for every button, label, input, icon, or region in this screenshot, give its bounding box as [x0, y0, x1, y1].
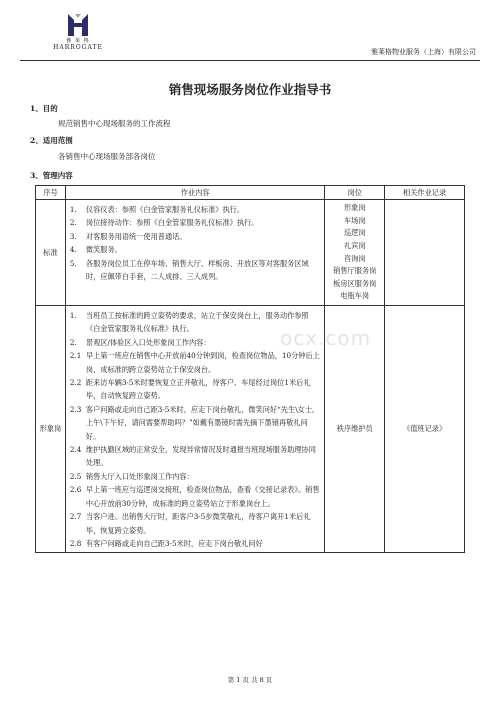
list-item: 2.3 客户问路或走向自己距3-5米时，应走下岗台敬礼，微笑问好“先生\女士,上午\下午好，请问需要帮助吗？”如戴有墨镜时需先摘下墨镜再敬礼问好。 — [69, 404, 315, 441]
header-content: 作业内容 — [65, 186, 324, 200]
section-scope-text: 各销售中心现场服务部各岗位 — [58, 152, 156, 161]
list-item: 2.7 当客户进、出销售大厅时，距客户3-5步微笑敬礼，待客户离开1米后礼毕，恢复跨立姿势。 — [69, 512, 311, 535]
list-item: 2.4 维护执勤区域的正常安全，发现异常情况及时通报当班现场服务助理协同处理。 — [69, 445, 316, 468]
post-item: 咨询岗 — [343, 253, 366, 263]
post-item: 形象岗 — [343, 203, 366, 213]
post-item: 车场岗 — [343, 215, 366, 225]
category-standard: 标准 — [36, 200, 66, 306]
logo-mark-icon — [65, 12, 91, 38]
list-item: 2. 岗位接待动作：参照《白金管家服务礼仪标准》执行。 — [69, 218, 259, 228]
image-post-record: 《值班记录》 — [385, 306, 465, 553]
image-post-staff: 秩序维护员 — [325, 306, 385, 553]
standard-posts — [325, 200, 385, 306]
logo-chinese-name: 雅 莱 格 — [66, 38, 90, 44]
post-item: 销售厅服务岗 — [333, 266, 377, 276]
list-item: 1. 当班员工按标准的跨立姿势的要求，站立于保安岗台上，服务动作参照《白金管家服务礼仪标准》执行。 — [69, 311, 309, 334]
header-record: 相关作业记录 — [385, 186, 465, 200]
logo-english-name: HARROGATE — [53, 44, 103, 51]
list-item: 2.8 有客户问路或走向自己距3-5米时，应走下岗台敬礼问好 — [69, 538, 263, 548]
list-item: 4. 微笑服务。 — [69, 245, 122, 255]
watermark: ocx.com — [280, 326, 372, 350]
list-item: 2.1 早上第一班应在销售中心开放前40分钟到岗，检查岗位物品，10分钟后上岗，成标准的跨立姿势站立于保安岗台。 — [69, 351, 320, 374]
header-seq: 序号 — [36, 186, 66, 200]
list-item: 2.2 距来访车辆3-5米时要恢复立正并敬礼，待客户、车尾经过岗位1米后礼毕，自动恢复跨立姿势。 — [69, 378, 311, 401]
category-image-post: 形象岗 — [36, 306, 66, 553]
section-management-heading: 3、管理内容 — [30, 171, 73, 180]
table-row-image-post — [36, 306, 465, 553]
page-header — [20, 12, 480, 61]
list-item: 2. 景观区/体验区入口处形象岗工作内容： — [69, 337, 211, 347]
section-scope-heading: 2、适用范围 — [30, 136, 73, 145]
company-name: 雅莱格物业服务（上海）有限公司 — [371, 48, 476, 56]
post-item: 电瓶车岗 — [340, 291, 370, 301]
work-instruction-table — [35, 185, 465, 553]
standard-content — [65, 200, 324, 306]
table-row-standard — [36, 200, 465, 306]
post-item: 板房区服务岗 — [333, 278, 377, 288]
list-item: 2.6 早上第一班应与巡逻岗交接班，检查岗位物品，查看《交接记录表》。销售中心开放前30分钟，成标准的跨立姿势站立于形象岗台上。 — [69, 485, 320, 508]
list-item: 1. 仪容仪表：参照《白金管家服务礼仪标准》执行。 — [69, 205, 245, 214]
harrogate-logo — [42, 12, 114, 51]
post-item: 巡逻岗 — [343, 228, 366, 238]
standard-record — [385, 200, 465, 306]
section-purpose-heading: 1、目的 — [30, 104, 58, 113]
list-item: 2.5 销售大厅入口处形象岗工作内容： — [69, 471, 194, 481]
page-number: 第 1 页 共 8 页 — [227, 676, 273, 684]
header-post: 岗位 — [325, 186, 385, 200]
list-item: 5. 各服务岗位员工在停车场、销售大厅、样板房、开放区等对客服务区域时，应佩带白手套，二人成排、三人成列。 — [69, 258, 309, 282]
post-item: 礼宾岗 — [343, 240, 366, 250]
document-title: 销售现场服务岗位作业指导书 — [168, 82, 332, 97]
list-item: 3. 对客服务用语统一使用普通话。 — [69, 231, 187, 241]
table-header-row — [36, 186, 465, 200]
section-purpose-text: 规范销售中心现场服务的工作流程 — [58, 119, 171, 128]
